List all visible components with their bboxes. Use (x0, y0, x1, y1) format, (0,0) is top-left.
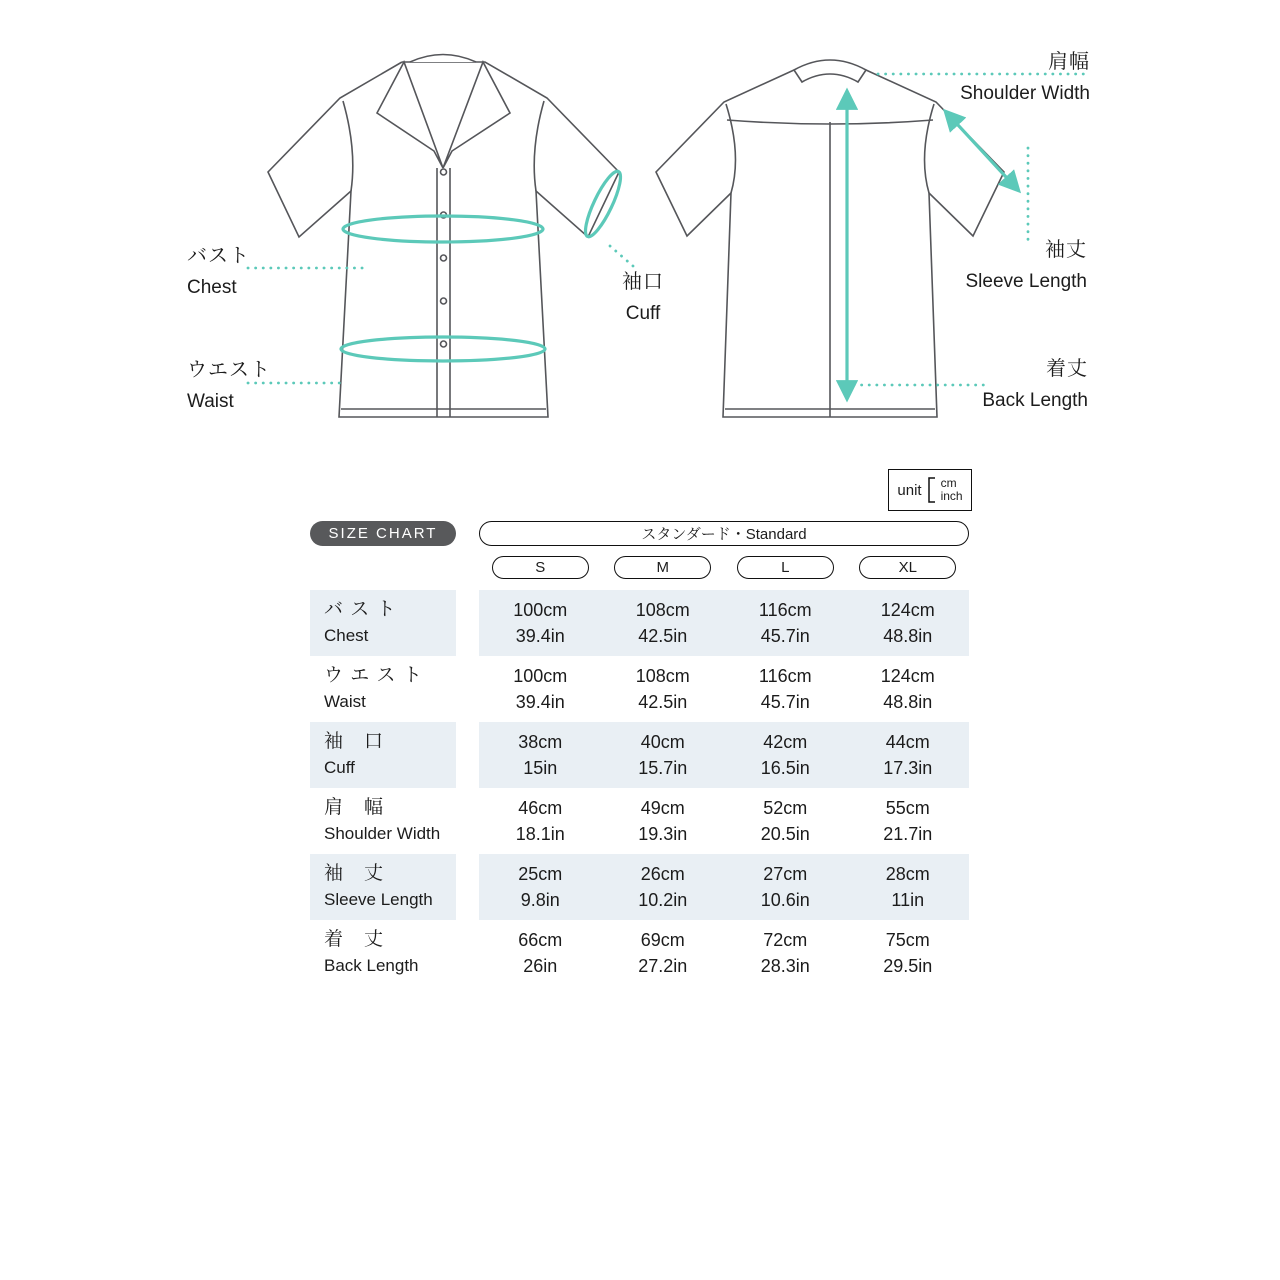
unit-bracket-icon (927, 476, 936, 504)
row-label (310, 656, 456, 722)
chest-diagram-label (187, 241, 250, 303)
row-label-en: Sleeve Length (324, 890, 433, 909)
value-cell: 66cm 26in (518, 930, 563, 976)
shirt-back-diagram (656, 60, 1004, 417)
value-cell: 108cm 42.5in (635, 666, 690, 712)
back-length-label-en: Back Length (982, 390, 1088, 411)
shoulder-label-en: Shoulder Width (960, 83, 1090, 104)
chest-label-en: Chest (187, 277, 237, 298)
waist-diagram-label (187, 355, 271, 417)
value-cell: 124cm 48.8in (880, 666, 935, 712)
row-label-en: Cuff (324, 758, 355, 777)
row-label (310, 854, 456, 920)
unit-label: unit (897, 481, 922, 499)
table-header (310, 521, 969, 546)
category-header-pill: スタンダード・Standard (479, 521, 969, 546)
value-cell: 116cm 45.7in (758, 600, 812, 646)
table-row-cuff (310, 722, 969, 788)
row-label-ja: 肩 幅 (324, 797, 385, 818)
value-cell: 40cm 15.7in (638, 732, 688, 778)
row-label-ja: バ ス ト (324, 599, 397, 620)
value-cell: 55cm 21.7in (883, 798, 933, 844)
value-cell: 38cm 15in (518, 732, 563, 778)
value-cell: 69cm 27.2in (638, 930, 688, 976)
unit-cm: cm (940, 476, 957, 490)
unit-badge (888, 469, 972, 511)
row-label (310, 920, 456, 986)
size-pill-s: S (492, 556, 589, 579)
waist-label-ja: ウエスト (187, 359, 271, 381)
sleeve-label-ja: 袖丈 (1045, 239, 1087, 261)
row-label-en: Chest (324, 626, 369, 645)
value-cell: 100cm 39.4in (513, 600, 568, 646)
table-row-sleeve-length (310, 854, 969, 920)
size-header-row (310, 556, 969, 579)
value-cell: 27cm 10.6in (760, 864, 810, 910)
row-values (479, 722, 969, 788)
size-chart-title-pill: SIZE CHART (310, 521, 456, 546)
row-label-en: Waist (324, 692, 366, 711)
value-cell: 26cm 10.2in (638, 864, 688, 910)
size-chart-table (310, 521, 969, 986)
cuff-label-en: Cuff (625, 303, 661, 324)
value-cell: 25cm 9.8in (518, 864, 563, 910)
value-cell: 100cm 39.4in (513, 666, 568, 712)
row-values (479, 656, 969, 722)
row-values (479, 788, 969, 854)
cuff-diagram-label (603, 267, 683, 329)
size-pill-l: L (737, 556, 834, 579)
row-label-en: Shoulder Width (324, 824, 441, 843)
row-label-ja: 着 丈 (324, 929, 385, 950)
shirt-front-diagram (268, 55, 619, 418)
back-length-diagram-label (982, 354, 1088, 416)
table-row-waist (310, 656, 969, 722)
value-cell: 49cm 19.3in (638, 798, 688, 844)
value-cell: 116cm 45.7in (758, 666, 812, 712)
waist-label-en: Waist (187, 391, 234, 412)
sleeve-label-en: Sleeve Length (965, 271, 1087, 292)
shoulder-label-ja: 肩幅 (1048, 51, 1090, 73)
shoulder-diagram-label (960, 47, 1090, 109)
value-cell: 28cm 11in (885, 864, 930, 910)
value-cell: 52cm 20.5in (760, 798, 810, 844)
table-row-back-length (310, 920, 969, 986)
row-label (310, 788, 456, 854)
value-cell: 124cm 48.8in (880, 600, 935, 646)
value-cell: 75cm 29.5in (883, 930, 933, 976)
table-row-chest (310, 590, 969, 656)
row-label-en: Back Length (324, 956, 419, 975)
row-values (479, 854, 969, 920)
chest-label-ja: バスト (187, 245, 250, 267)
value-cell: 72cm 28.3in (760, 930, 810, 976)
cuff-leader-dots (610, 246, 633, 266)
size-pill-xl: XL (859, 556, 956, 579)
cuff-label-ja: 袖口 (622, 271, 664, 293)
row-label-ja: 袖 口 (324, 731, 385, 752)
row-label (310, 722, 456, 788)
row-values (479, 920, 969, 986)
sleeve-diagram-label (966, 235, 1088, 297)
back-length-label-ja: 着丈 (1046, 358, 1088, 380)
row-values (479, 590, 969, 656)
row-label-ja: 袖 丈 (324, 863, 385, 884)
size-pill-m: M (614, 556, 711, 579)
row-label (310, 590, 456, 656)
table-row-shoulder-width (310, 788, 969, 854)
row-label-ja: ウ エ ス ト (324, 665, 423, 686)
value-cell: 44cm 17.3in (883, 732, 933, 778)
table-body (310, 590, 969, 986)
value-cell: 42cm 16.5in (760, 732, 810, 778)
unit-inch: inch (940, 489, 963, 503)
value-cell: 108cm 42.5in (635, 600, 690, 646)
value-cell: 46cm 18.1in (515, 798, 565, 844)
